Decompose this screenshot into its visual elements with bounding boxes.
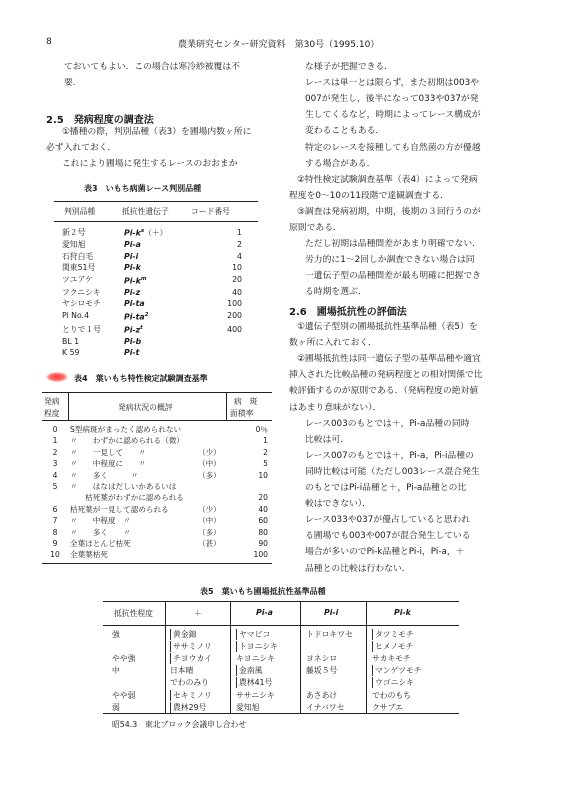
pct-cell: 0％ [255,425,268,434]
table4-vrule-2 [226,392,227,420]
code-cell: 4 [237,251,242,261]
table5-header-rule [103,625,459,626]
gene-superscript: m [140,275,147,282]
table5-cell: イナバワセ [306,702,345,712]
desc-cell: 〃 わずかに認められる（微） [70,436,184,446]
paragraph-line: 数ヶ所に入れておく． [289,338,377,349]
desc-cell: 〃 中程度 〃 [70,516,131,526]
table5-cell: 農林41号 [236,677,272,688]
pct-cell: 5 [263,459,268,469]
desc-cell: 〃 多く 〃 [70,527,131,537]
desc-cell: 〃 一見して 〃 [70,447,162,457]
pct-cell: 100 [253,550,268,560]
gene-superscript: t [140,324,143,331]
gene-cell [124,274,192,287]
pct-cell [234,481,268,492]
code-cell: 100 [227,299,242,309]
code-cell: 200 [227,311,242,321]
table5-cell: 農林29号 [170,702,206,713]
level-cell: 2 [52,447,58,457]
gene-cell [124,323,192,336]
code-cell [192,336,242,348]
level-cell: 1 [52,436,58,446]
table5-cell: ヤマビコ [236,629,270,640]
variety-cell: フクニシキ [62,287,101,297]
table-row [44,492,268,503]
paragraph-line: ③調査は発病初期，中期，後期の３回行うのが [297,206,481,217]
table5-cell: あさあけ [306,690,338,700]
table-row [62,323,242,336]
code-cell: 40 [232,287,242,297]
code-cell: 2 [237,240,242,250]
table-row [62,310,242,323]
desc-cell: 〃 中程度に 〃 [70,459,162,469]
paragraph-line: 変わることもある． [305,126,385,137]
table5-cell: ササミノリ [170,641,212,652]
table5-header-level: 抵抗性程度 [114,609,153,618]
paragraph-line: 原則である． [289,223,342,233]
desc-cell: S型病斑がまったく認められない [70,425,182,434]
qual-cell: （中） [198,459,221,469]
table-row [62,262,242,274]
table5-header-plus: ＋ [194,609,202,618]
table5-cell: 弱 [112,702,120,712]
variety-cell: 新２号 [62,227,86,237]
paragraph-line: レース033や037が優占していると思われ [305,515,471,526]
table-row [62,274,242,287]
qual-cell: （少） [198,447,221,457]
table5-cell: 黄金錦 [170,629,196,640]
gene-cell [124,226,192,239]
code-cell: 400 [227,324,242,334]
pct-cell: 2 [263,447,268,457]
table5-vrule-4 [366,601,367,713]
variety-cell: ツユアケ [62,275,93,285]
paragraph-line: はあまり意味がない）． [289,402,382,413]
paragraph-line: る時期を選ぶ． [305,287,367,298]
paragraph-line: ②特性検定試験調査基準（表4）によって発病 [297,174,478,185]
qual-cell [198,435,234,446]
table5-cell: トヨニシキ [236,641,278,652]
paragraph-line: 007が発生し，後半になって033や037が発 [305,94,479,105]
level-cell: 7 [52,516,58,526]
code-cell: 20 [232,275,242,285]
table-row [44,447,268,458]
variety-cell: ヤシロモチ [62,299,101,309]
table5-cell: ヨネシロ [306,654,338,664]
table5-vrule-2 [230,601,231,713]
paragraph-line: ②圃場抵抗性は同一遺伝子型の基準品種や適宜 [297,354,481,365]
gene-name: Pi-ta [124,312,145,322]
level-cell: 3 [52,459,58,469]
table5-cell: タツミモチ [372,629,414,640]
table-row [44,549,268,560]
section-2-5-title: 2.5 発病程度の調査法 [46,115,154,126]
level-cell: 6 [52,504,58,514]
table4-top-rule [42,392,272,393]
paragraph-line: のもとではPi-i品種と＋，Pi-a品種との比 [305,483,467,493]
table5-cell: ヒメノモチ [372,641,413,652]
table-row [44,470,268,481]
paragraph-line: な様子が把握できる． [305,62,393,72]
table5-cell: ウゴニシキ [372,677,414,688]
qual-cell: （甚） [198,539,221,549]
table4-header-desc: 発病状況の概評 [118,403,173,412]
table3-header-rule [54,221,258,222]
variety-cell: とりで１号 [62,324,101,334]
red-smudge-mark [46,372,68,382]
table-row [62,336,242,348]
paragraph-line: 挿入された比較品種の発病程度との相対関係で比 [289,370,483,381]
qual-cell: （少） [198,504,221,514]
table3-body [62,226,242,359]
gene-cell [124,251,192,263]
variety-cell: 石狩白毛 [62,251,94,261]
table3-caption: 表3 いもち病菌レース判別品種 [84,184,202,193]
table5-vrule-1 [165,601,166,713]
gene-name: Pi-z [124,325,141,335]
qual-cell: （多） [198,527,221,537]
paragraph-line: レース007のもとでは＋，Pi-a，Pi-i品種の [305,450,474,461]
level-cell: 9 [52,539,58,549]
gene-name: Pi-k [124,228,141,238]
table5-bottom-rule [103,713,459,714]
table-row [62,347,242,359]
section-2-6-title: 2.6 圃場抵抗性の評価法 [289,307,407,318]
paragraph-line: 較はできない）． [305,499,371,510]
table5-cell: トドロキワセ [306,630,353,639]
s25-line-3: これにより圃場に発生するレースのおおまか [62,159,238,169]
table5-note: 昭54.3 東北ブロック会議申し合わせ [112,720,247,729]
table-row [62,298,242,310]
table5-cell: チヨウカイ [170,653,212,664]
paragraph-line: 場合が多いのでPi-k品種とPi-i，Pi-a，＋ [305,547,465,558]
paragraph-line: 生してくるなど，時期によってレース構成が [305,110,481,121]
level-cell: 10 [50,550,60,560]
desc-cell: 〃 多く 〃 [70,470,154,480]
paragraph-line: 同時比較は可能（ただし003レース混合発生 [305,466,480,477]
table4-bottom-rule [42,563,272,564]
s25-line-2: 必ず入れておく． [46,143,117,153]
table5-cell: やや強 [112,654,136,664]
paragraph-line: 比較は可． [305,434,349,445]
table5-cell: 日本晴 [170,666,194,676]
variety-cell: Pi No.4 [62,311,90,321]
table5-header-pii: Pi-i [324,608,339,617]
paragraph-line: 一遺伝子型の品種間差が最も明確に把握でき [305,271,481,282]
gene-cell [124,239,192,251]
paragraph-line: る圃場でも003や007が混合発生している [305,531,471,542]
gene-cell [124,347,192,359]
table-row [44,504,268,515]
gene-extra: （＋） [144,228,168,238]
journal-header: 農業研究センター研究資料 第30号（1995.10） [178,40,380,50]
level-cell [44,492,66,503]
gene-superscript: 2 [144,311,149,318]
paragraph-line: する場合がある． [305,158,376,169]
table-row [44,481,268,492]
level-cell: 5 [52,482,58,492]
code-cell [192,347,242,359]
table-row [62,239,242,251]
variety-cell: 愛知旭 [62,240,86,250]
table3-top-rule [54,201,258,202]
desc-cell: 全葉葉枯死 [70,550,108,560]
page-number: 8 [46,37,52,47]
level-cell: 4 [52,470,58,480]
pct-cell: 1 [263,436,268,446]
table5-cell: マンゲツモチ [372,665,422,676]
table5-cell: でわのもち [372,690,411,700]
qual-cell [198,549,234,560]
table-row [44,424,268,435]
paragraph-line: レース003のもとでは＋，Pi-a品種の同時 [305,418,470,429]
table5-cell: 中 [112,666,120,676]
paragraph-line: 労力的に1～2回しか調査できない場合は同 [305,255,475,266]
table3-header-code: コード番号 [191,207,230,216]
table5-cell: サカキモチ [372,654,411,664]
table-row [62,287,242,299]
gene-name: Pi-z [124,287,141,297]
gene-cell [124,298,192,310]
table-row [44,538,268,549]
gene-name: Pi-k [124,263,141,273]
desc-cell: 〃 はなはだしいかあるいは [70,482,177,492]
table-row [44,435,268,446]
table-row [44,458,268,469]
table5-cell: 愛知旭 [236,702,260,712]
table-row [62,226,242,239]
table5-cell: でわのみり [170,678,209,688]
pct-cell: 40 [258,504,268,514]
table4-caption: 表4 葉いもち特性検定試験調査基準 [74,374,208,383]
table5-vrule-3 [300,601,301,713]
table4-header-rule [42,420,272,421]
qual-cell [198,492,234,503]
intro-line-1: ておいてもよい．この場合は寒冷紗被覆は不 [64,62,240,72]
gene-cell [124,262,192,274]
table4-body [44,424,268,561]
pct-cell: 10 [258,470,268,480]
gene-name: Pi-a [124,240,141,250]
table5-cell: 藤坂５号 [306,666,338,676]
qual-cell [198,424,234,435]
gene-name: Pi-k [124,276,141,286]
table5-header-pia: Pi-a [256,608,273,617]
table4-header-area-1: 病 斑 [234,397,258,406]
table5-caption: 表5 葉いもち圃場抵抗性基準品種 [200,587,326,596]
intro-line-2: 要. [64,78,76,88]
gene-cell [124,310,192,323]
table3-header-gene: 抵抗性遺伝子 [122,207,169,216]
qual-cell [198,481,234,492]
gene-cell [124,287,192,299]
table5-cell: クサブエ [372,702,403,712]
gene-name: Pi-i [124,251,139,261]
pct-cell: 20 [258,493,268,503]
gene-superscript: s [140,228,145,234]
table5-header-pik: Pi-k [394,608,411,617]
paragraph-line: ただし初期は品種間差があまり明確でない． [305,239,481,250]
paragraph-line: 特定のレースを接種しても自然菌の方が優越 [305,142,481,153]
table5-cell: セキミノリ [170,690,212,701]
qual-cell: （多） [198,470,221,480]
level-cell: 0 [52,425,58,434]
variety-cell: K 59 [62,348,80,358]
paragraph-line: レースは単一とは限らず，また初期は003や [305,78,479,89]
paragraph-line: 程度を0～10の11段階で達観調査する． [289,190,449,201]
gene-cell [124,336,192,348]
table4-header-area-2: 面積率 [230,409,254,418]
table5-cell: ササニシキ [236,690,275,700]
table5-cell: キヨニシキ [236,654,275,664]
table-row [62,251,242,263]
variety-cell: 関東51号 [62,263,96,273]
table5-top-rule [103,601,459,602]
table-row [44,527,268,538]
table-row [44,515,268,526]
level-cell: 8 [52,527,58,537]
desc-cell: 枯死葉が一見して認められる [70,504,169,514]
table4-header-level-2: 程度 [44,409,60,418]
gene-name: Pi-t [124,348,140,358]
gene-name: Pi-ta [124,299,145,309]
table4-vrule-1 [68,392,69,420]
paragraph-line: 品種との比較は行わない． [305,563,411,574]
desc-cell: 枯死葉がわずかに認められる [70,493,184,503]
gene-name: Pi-b [124,336,142,346]
variety-cell: BL 1 [62,336,80,346]
code-cell: 10 [232,263,242,273]
table5-cell: やや弱 [112,690,136,700]
table4-header-level-1: 発病 [44,397,60,406]
s25-line-1: ①播種の際，判別品種（表3）を圃場内数ヶ所に [62,127,252,137]
pct-cell: 60 [258,516,268,526]
table5-cell: 強 [112,630,120,639]
paragraph-line: ①遺伝子型別の圃場抵抗性基準品種（表5）を [297,322,478,332]
pct-cell: 80 [258,527,268,537]
code-cell: 1 [237,227,242,237]
table5-cell: 金南風 [236,665,262,676]
qual-cell: （中） [198,516,221,526]
desc-cell: 全葉ほとんど枯死 [70,539,131,549]
paragraph-line: 較評価するのが原則である．（発病程度の絶対値 [289,386,479,397]
table3-header-variety: 判別品種 [64,207,96,216]
pct-cell: 90 [258,539,268,549]
